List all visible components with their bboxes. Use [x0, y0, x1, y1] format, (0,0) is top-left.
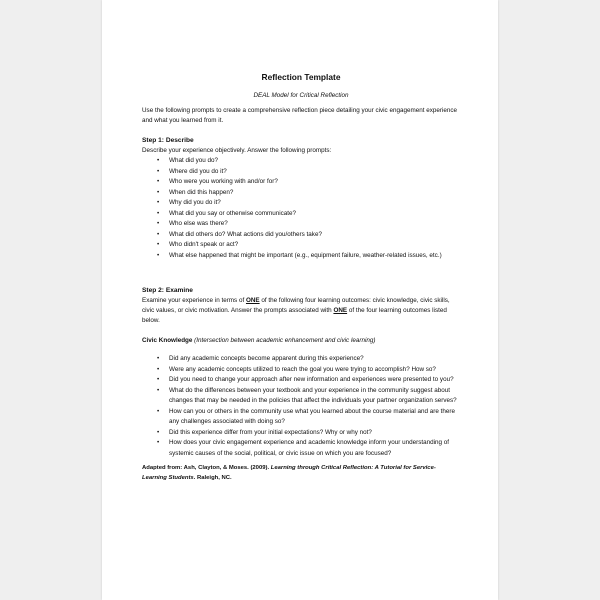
list-item: • Who didn't speak or act?: [142, 240, 460, 251]
list-item: • What did others do? What actions did you/others take?: [142, 230, 460, 241]
civic-knowledge-subtitle: (Intersection between academic enhancement and civic learning): [192, 337, 376, 344]
list-item: • Were any academic concepts utilized to reach the goal you were trying to accomplish? How so?: [142, 365, 460, 376]
step2-one-2: ONE: [333, 307, 348, 314]
citation-part-a: Adapted from: Ash, Clayton, & Moses. (2009).: [142, 465, 271, 471]
list-item: • When did this happen?: [142, 188, 460, 199]
list-item: • What did you say or otherwise communicate?: [142, 209, 460, 220]
citation: [142, 463, 460, 483]
list-item: • Why did you do it?: [142, 198, 460, 209]
list-item: • Where did you do it?: [142, 167, 460, 178]
step2-text-c: of the four learning outcomes listed below.: [142, 307, 447, 324]
list-item: • Did any academic concepts become apparent during this experience?: [142, 354, 460, 365]
step1-heading: Step 1: Describe: [142, 137, 194, 144]
step2-text-b: of the following four learning outcomes: civic knowledge, civic skills, civic values, or civic motivation. Answer the prompts associated with: [142, 297, 450, 314]
list-item: • Who else was there?: [142, 219, 460, 230]
list-item: • What else happened that might be important (e.g., equipment failure, weather-related issues, etc.): [142, 251, 460, 262]
step2-one-1: ONE: [245, 297, 260, 304]
document-content: [142, 72, 460, 483]
step1-text: Describe your experience objectively. Answer the following prompts:: [142, 147, 332, 154]
citation-part-c: . Raleigh, NC.: [193, 475, 232, 481]
list-item: • How can you or others in the community use what you learned about the course material and are there any challenges associated with doing so?: [142, 407, 460, 428]
list-item: • How does your civic engagement experience and academic knowledge inform your understanding of systemic causes of the social, political, or civic issue on which you are focused?: [142, 438, 460, 459]
document-page: [102, 0, 498, 600]
step2-text: [142, 296, 460, 326]
civic-knowledge-heading: [142, 336, 460, 346]
page-subtitle: DEAL Model for Critical Reflection: [253, 92, 349, 99]
civic-knowledge-title: Civic Knowledge: [142, 337, 193, 344]
citation-title: Learning through Critical Reflection: A Tutorial for Service-Learning Students: [142, 465, 436, 481]
step1-list: [142, 156, 460, 261]
list-item: • Who were you working with and/or for?: [142, 177, 460, 188]
list-item: • What do the differences between your textbook and your experience in the community suggest about changes that may be needed in the policies that affect the individuals your partner organization serves?: [142, 386, 460, 407]
intro-paragraph: Use the following prompts to create a comprehensive reflection piece detailing your civic engagement experience and what you learned from it.: [142, 107, 458, 124]
civic-knowledge-list: [142, 354, 460, 459]
list-item: • Did you need to change your approach after new information and experiences were presented to you?: [142, 375, 460, 386]
list-item: • Did this experience differ from your initial expectations? Why or why not?: [142, 428, 460, 439]
step2-text-a: Examine your experience in terms of: [142, 297, 246, 304]
step2-heading: Step 2: Examine: [142, 287, 193, 294]
page-title: Reflection Template: [261, 72, 341, 82]
list-item: • What did you do?: [142, 156, 460, 167]
